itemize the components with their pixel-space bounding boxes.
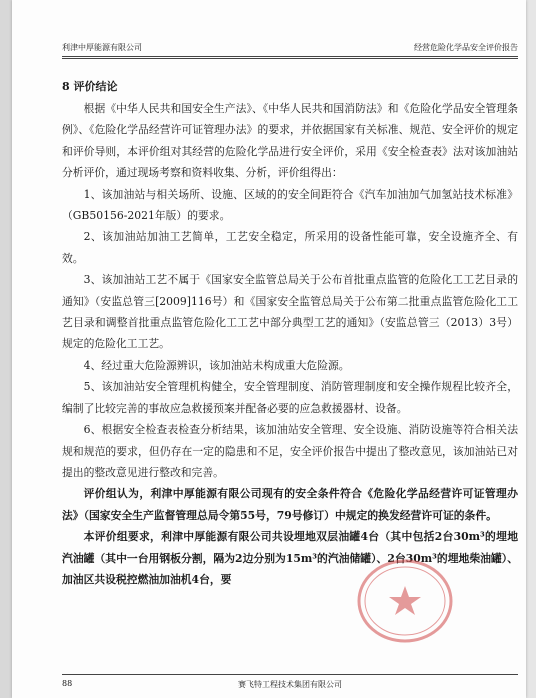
scan-edge <box>0 0 12 698</box>
paragraph: 根据《中华人民共和国安全生产法》、《中华人民共和国消防法》和《危险化学品安全管理条例》、《危险化学品经营许可证管理办法》的要求，并依据国家有关标准、规范、安全评价的规定和评价导则，本评价组对其经营的危险化学品进行安全评价，采用《安全检查表》法对该加油站分析评价，通过现场考察和资料收集、分析，评价组得出： <box>62 102 518 180</box>
paragraph: 5、该加油站安全管理机构健全，安全管理制度、消防管理制度和安全操作规程比较齐全，编制了比较完善的事故应急救援预案并配备必要的应急救援器材、设备。 <box>62 380 518 415</box>
page-header <box>62 40 518 57</box>
header-report-title: 经营危险化学品安全评价报告 <box>414 43 518 52</box>
company-seal-stamp <box>355 556 455 646</box>
paragraph: 3、该加油站工艺不属于《国家安全监管总局关于公布首批重点监管的危险化工工艺目录的通知》（安监总管三[2009]116号）和《国家安全监管总局关于公布第二批重点监管危险化工工艺目录和调整首批重点监管危险化工工艺中部分典型工艺的通知》（安监总管三（2013）3号）规定的危险化工工艺。 <box>62 273 518 351</box>
conclusion-paragraph: 评价组认为，利津中厚能源有限公司现有的安全条件符合《危险化学品经营许可证管理办法》（国家安全生产监督管理总局令第55号，79号修订）中规定的换发经营许可证的条件。 <box>62 487 518 522</box>
document-body <box>62 76 518 590</box>
paragraph: 2、该加油站加油工艺简单，工艺安全稳定，所采用的设备性能可靠，安全设施齐全、有效。 <box>62 230 518 265</box>
footer-company: 赛飞特工程技术集团有限公司 <box>238 680 342 689</box>
paragraph: 1、该加油站与相关场所、设施、区域的的安全间距符合《汽车加油加气加氢站技术标准》（GB50156-2021年版）的要求。 <box>62 187 518 223</box>
header-rule <box>62 58 518 59</box>
requirement-paragraph: 本评价组要求，利津中厚能源有限公司共设埋地双层油罐4台（其中包括2台30m³的埋地汽油罐（其中一台用钢板分割，隔为2边分别为15m³的汽油储罐）、2台30m³的埋地柴油罐）、加油区共设税控燃油加油机4台，要 <box>62 530 518 586</box>
paragraph: 4、经过重大危险源辨识，该加油站未构成重大危险源。 <box>83 358 350 372</box>
page-number: 88 <box>62 679 73 688</box>
paragraph: 6、根据安全检查表检查分析结果，该加油站安全管理、安全设施、消防设施等符合相关法规和规范的要求，但仍存在一定的隐患和不足，安全评价报告中提出了整改意见，该加油站已对提出的整改意见进行整改和完善。 <box>62 423 518 479</box>
page-footer <box>62 674 518 689</box>
header-company: 利津中厚能源有限公司 <box>62 43 142 52</box>
section-title: 8 评价结论 <box>62 80 118 93</box>
